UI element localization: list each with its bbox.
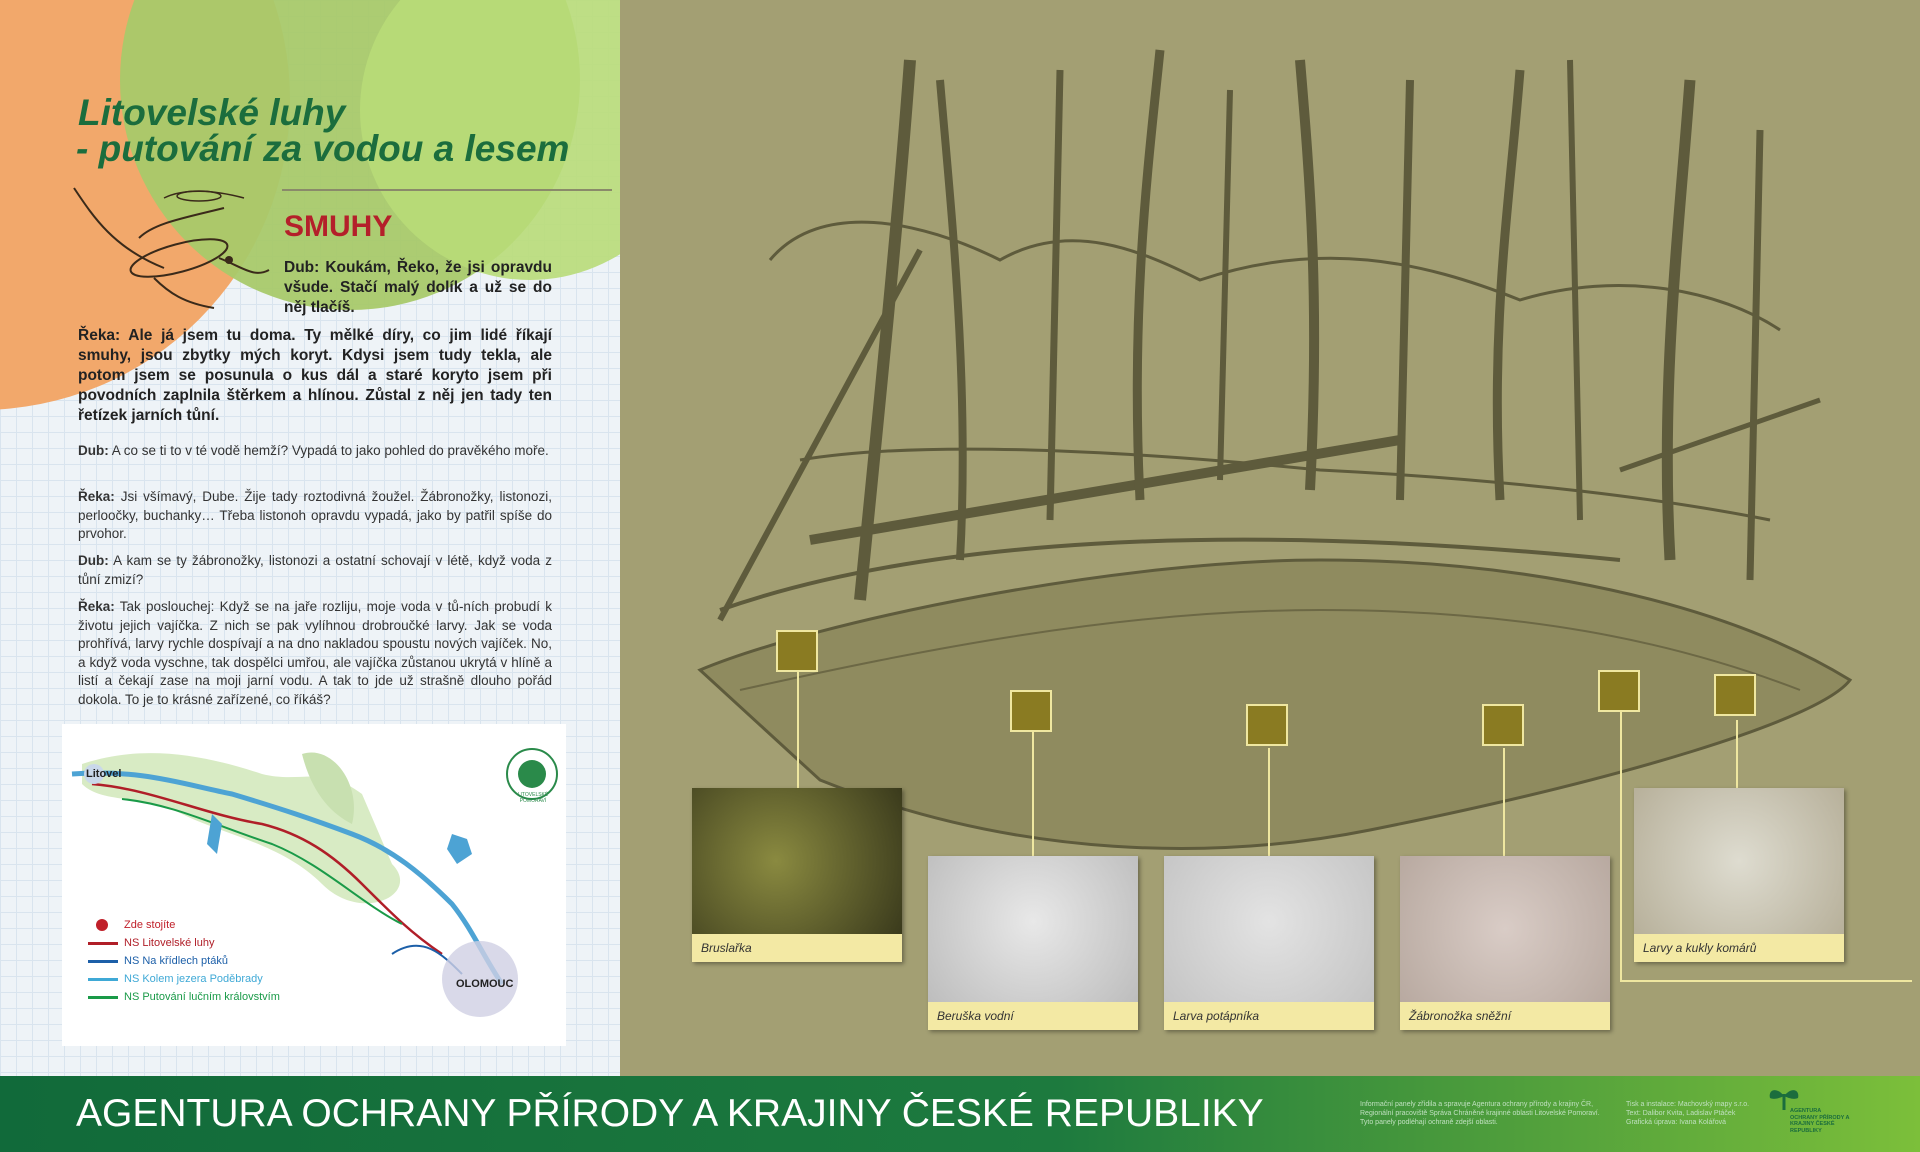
photo-caption: Larva potápníka xyxy=(1164,1002,1374,1030)
agency-logo-text: AGENTURA OCHRANY PŘÍRODY A KRAJINY ČESKÉ REPUBLIKY xyxy=(1790,1108,1850,1134)
dialogue-text: A kam se ty žábronožky, listonozi a ostatní schovají v létě, když voda z tůní zmizí? xyxy=(78,553,552,587)
photo-caption: Beruška vodní xyxy=(928,1002,1138,1030)
dialogue-para-3 xyxy=(78,488,552,544)
legend-line xyxy=(88,942,118,945)
dialogue-text: Tak poslouchej: Když se na jaře rozliju, moje voda v tů-ních probudí k životu jejich vajíčka. Z nich se pak vylíhnou drobroučké larvy. Jak se voda prohřívá, larvy rychle dospívají a na dno nakladou spoustu nových vajíček. No, a když voda vyschne, tak dospělci umřou, ale vajíčka zůstanou ukrytá v hlíně a listí a čekají zase na moji jarní vodu. A tak to jde už strašně dlouho pořád dokola. To je to krásné zařízené, co říkáš? xyxy=(78,599,552,707)
connector-line xyxy=(1032,732,1034,856)
section-heading: SMUHY xyxy=(284,210,393,243)
connector-line xyxy=(1620,710,1622,982)
connector-line xyxy=(1620,980,1912,982)
dialogue-text: Koukám, Řeko, že jsi opravdu všude. Stačí malý dolík a už se do něj tlačíš. xyxy=(284,259,552,316)
zoom-marker xyxy=(776,630,818,672)
fairy-shrimp-icon xyxy=(54,178,274,318)
photo-card xyxy=(692,788,902,962)
legend-item: NS Putování lučním královstvím xyxy=(88,988,280,1006)
pool-illustration xyxy=(620,0,1920,1076)
zoom-marker xyxy=(1482,704,1524,746)
dialogue-para-1 xyxy=(78,326,552,426)
connector-line xyxy=(1268,748,1270,856)
dialogue-text: Jsi všímavý, Dube. Žije tady roztodivná žoužel. Žábronožky, listonozi, perloočky, buchanky… Třeba listonoh opravdu vypadá, jako by patřil spíše do prvohor. xyxy=(78,489,552,541)
legend-line xyxy=(88,960,118,963)
photo-card xyxy=(928,856,1138,1030)
title-divider xyxy=(282,189,612,191)
zoom-marker xyxy=(1714,674,1756,716)
text-panel xyxy=(0,0,620,1076)
diving-beetle-larva-icon xyxy=(1164,856,1374,1002)
photo-caption: Larvy a kukly komárů xyxy=(1634,934,1844,962)
zoom-marker xyxy=(1246,704,1288,746)
connector-line xyxy=(1503,748,1505,856)
water-strider-icon xyxy=(692,788,902,934)
zoom-marker xyxy=(1010,690,1052,732)
dialogue-text: Ale já jsem tu doma. Ty mělké díry, co jim lidé říkají smuhy, jsou zbytky mých koryt. Kdysi jsem tudy tekla, ale potom jsem se posunula o kus dál a staré koryto jsem při povodních zaplnila štěrkem a hlínou. Zůstal z něj jen tady ten řetízek jarních tůní. xyxy=(78,327,552,424)
photo-card xyxy=(1400,856,1610,1030)
credits-left: Informační panely zřídila a spravuje Agentura ochrany přírody a krajiny ČR, Regionální pracoviště Správa Chráněné krajinné oblasti Litovelské Pomoraví. Tyto panely podléhají ochraně zdejší oblasti. xyxy=(1360,1101,1600,1126)
agency-name: AGENTURA OCHRANY PŘÍRODY A KRAJINY ČESKÉ REPUBLIKY xyxy=(76,1092,1264,1135)
photo-caption: Bruslařka xyxy=(692,934,902,962)
mosquito-larvae-icon xyxy=(1634,788,1844,934)
town-label-litovel: Litovel xyxy=(86,768,122,780)
dialogue-para-2 xyxy=(78,442,552,461)
legend-line xyxy=(88,996,118,999)
speaker-label: Dub: xyxy=(78,443,109,458)
speaker-label: Dub: xyxy=(78,553,109,568)
legend-item: NS Litovelské luhy xyxy=(88,934,280,952)
photo-card xyxy=(1164,856,1374,1030)
speaker-label: Řeka: xyxy=(78,489,115,504)
fairy-shrimp-photo-icon xyxy=(1400,856,1610,1002)
page-title: Litovelské luhy xyxy=(78,92,346,133)
photo-card xyxy=(1634,788,1844,962)
speaker-label: Dub: xyxy=(284,259,320,276)
legend-item: NS Kolem jezera Poděbrady xyxy=(88,970,280,988)
page-subtitle: - putování za vodou a lesem xyxy=(76,128,570,169)
speaker-label: Řeka: xyxy=(78,599,115,614)
legend-line xyxy=(88,978,118,981)
connector-line xyxy=(1736,720,1738,788)
you-are-here-marker-icon xyxy=(96,919,108,931)
zoom-marker xyxy=(1598,670,1640,712)
photo-caption: Žábronožka sněžní xyxy=(1400,1002,1610,1030)
town-label-olomouc: OLOMOUC xyxy=(456,978,514,990)
trail-logo-text: LITOVELSKÉ POMORAVÍ xyxy=(517,792,549,804)
dialogue-text: A co se ti to v té vodě hemží? Vypadá to jako pohled do pravěkého moře. xyxy=(108,443,549,458)
map-legend xyxy=(88,916,280,1006)
dialogue-para-5 xyxy=(78,598,552,709)
dialogue-para-4 xyxy=(78,552,552,589)
connector-line xyxy=(797,672,799,790)
legend-item: Zde stojíte xyxy=(88,916,280,934)
dialogue-intro xyxy=(284,258,552,318)
credits-right: Tisk a instalace: Machovský mapy s.r.o. Text: Dalibor Kvita, Ladislav Ptáček Grafická úprava: Ivana Kolářová xyxy=(1626,1101,1750,1126)
speaker-label: Řeka: xyxy=(78,327,121,344)
legend-item: NS Na křídlech ptáků xyxy=(88,952,280,970)
water-louse-icon xyxy=(928,856,1138,1002)
